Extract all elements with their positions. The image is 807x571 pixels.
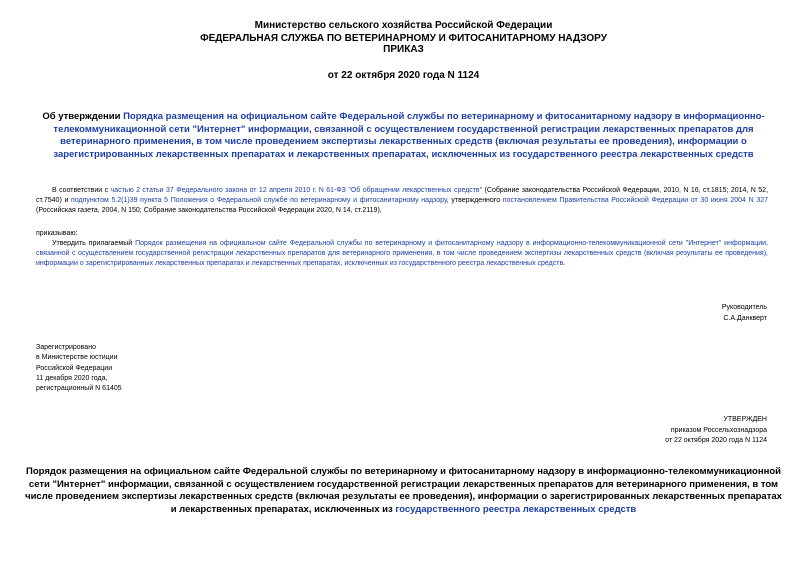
approved-by: приказом Россельхознадзора xyxy=(670,426,767,434)
preamble-text-1: В соответствии с xyxy=(52,187,111,194)
order-title-prefix: Об утверждении xyxy=(42,111,124,122)
government-decree-link[interactable]: постановлением Правительства Российской Федерации от 30 июня 2004 N 327 xyxy=(502,197,769,205)
service-name: ФЕДЕРАЛЬНАЯ СЛУЖБА ПО ВЕТЕРИНАРНОМУ И ФИТОСАНИТАРНОМУ НАДЗОРУ xyxy=(200,33,607,44)
ministry-name: Министерство сельского хозяйства Российской Федерации xyxy=(254,20,553,31)
federal-law-link[interactable]: частью 2 статьи 37 Федерального закона от 12 апреля 2010 г. N 61-ФЗ "Об обращении лекарственных средств" xyxy=(110,187,483,194)
preamble-text-3: , утвержденного xyxy=(446,197,503,205)
order-word: приказываю: xyxy=(36,230,78,237)
registration-line: Российской Федерации xyxy=(36,364,113,372)
signature-block xyxy=(722,303,767,324)
approved-block xyxy=(665,415,767,447)
preamble-text-4: (Российская газета, 2004, N 150; Собрание законодательства Российской Федерации 2020, N 14, ст.2119), xyxy=(36,207,382,215)
regulation-subclause-link[interactable]: подпунктом 5.2(1)39 пункта 5 Положения о Федеральной службе по ветеринарному и фитосанитарному надзору xyxy=(71,197,447,205)
approve-paragraph xyxy=(36,239,768,270)
signer-name: С.А.Данкверт xyxy=(723,314,767,322)
order-title xyxy=(40,111,767,161)
order-title-link[interactable]: Порядка размещения на официальном сайте Федеральной службы по ветеринарному и фитосанитарному надзору в информационно-телекоммуникационной сети "Интернет" информации, связанной с осуществлением государственной регистрации лекарственных препаратов для ветеринарного применения, в том числе проведением экспертизы лекарственных средств (включая результаты ее проведения), информации о зарегистрированных лекарственных препаратах и лекарственных препаратах, исключенных из государственного реестра лекарственных средств xyxy=(53,111,765,160)
registration-line: Зарегистрировано xyxy=(36,344,96,351)
annex-title-text: Порядок размещения на официальном сайте Федеральной службы по ветеринарному и фитосанитарному надзору в информационно-телекоммуникационной сети "Интернет" информации, связанной с осуществлением государственной регистрации лекарственных препаратов для ветеринарного применения, в том числе проведением экспертизы лекарственных средств (включая результаты ее проведения), информации о зарегистрированных лекарственных препаратах и лекарственных препаратах, исключенных из xyxy=(25,466,782,515)
annex-title xyxy=(25,466,782,516)
document-type: ПРИКАЗ xyxy=(383,44,424,55)
registration-block xyxy=(36,343,122,394)
approved-label: УТВЕРЖДЕН xyxy=(723,416,767,423)
registration-line: регистрационный N 61405 xyxy=(36,385,122,393)
signer-position: Руководитель xyxy=(721,304,767,311)
procedure-link[interactable]: Порядок размещения на официальном сайте Федеральной службы по ветеринарному и фитосанитарному надзору в информационно-телекоммуникационной сети "Интернет" информации, связанной с осуществлением государственной регистрации лекарственных препаратов для ветеринарного применения, в том числе проведением экспертизы лекарственных средств (включая результаты ее проведения), информации о зарегистрированных лекарственных препаратах и лекарственных препаратах, исключенных из государственного реестра лекарственных средств xyxy=(36,240,768,268)
approve-text-1: Утвердить прилагаемый xyxy=(52,240,136,247)
registration-line: в Министерстве юстиции xyxy=(36,354,118,362)
registration-line: 11 декабря 2020 года, xyxy=(36,374,108,382)
preamble-paragraph xyxy=(36,186,768,217)
approve-text-2: . xyxy=(563,260,566,268)
document-date: от 22 октября 2020 года N 1124 xyxy=(327,70,480,81)
approved-date: от 22 октября 2020 года N 1124 xyxy=(665,437,767,444)
state-register-link[interactable]: государственного реестра лекарственных средств xyxy=(395,503,637,515)
document-header xyxy=(0,19,807,45)
preamble-text-2: (Собрание законодательства Российской Федерации, 2010, N 16, ст.1815; 2014, N 52, ст.7540) и xyxy=(36,187,769,205)
